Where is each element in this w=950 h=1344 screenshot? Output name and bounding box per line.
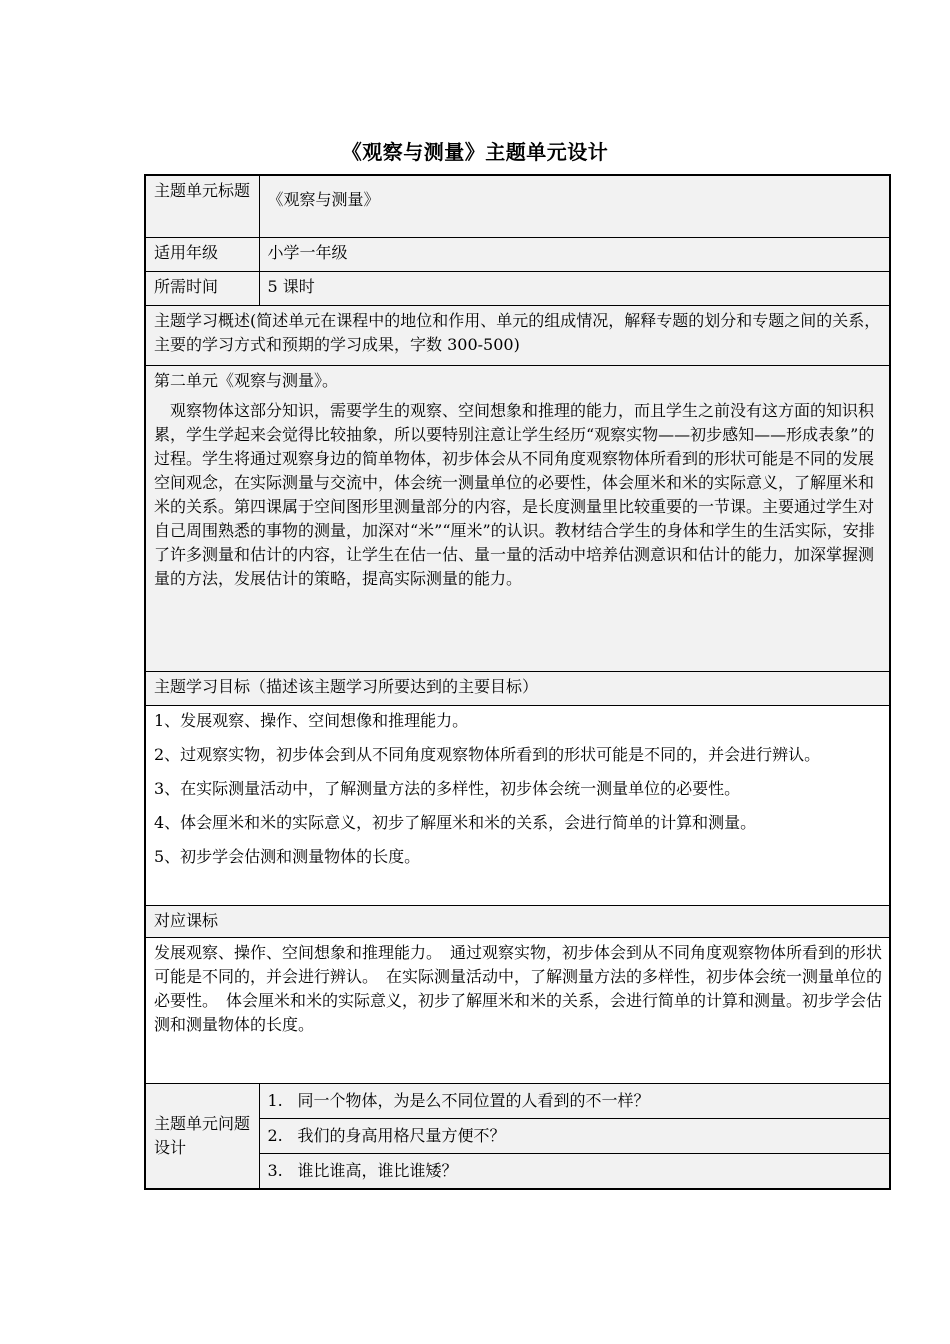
goal-item: 4、体会厘米和米的实际意义，初步了解厘米和米的关系，会进行简单的计算和测量。 (154, 812, 757, 832)
info-label: 所需时间 (145, 271, 259, 305)
standards-text: 发展观察、操作、空间想象和推理能力。 通过观察实物，初步体会到从不同角度观察物体所看到的形状可能是不同的，并会进行辨认。 在实际测量活动中，了解测量方法的多样性，初步体会统一测量单位的必要性。 体会厘米和米的实际意义，初步了解厘米和米的关系，会进行简单的计算和测量。初步学会估测和测量物体的长度。 (145, 937, 890, 1083)
question-text: 我们的身高用格尺量方便不？ (297, 1125, 506, 1145)
goals-header: 主题学习目标（描述该主题学习所要达到的主要目标） (145, 671, 890, 705)
goals-list (145, 705, 890, 905)
overview-body (145, 365, 890, 671)
question-item (260, 1154, 890, 1188)
info-label: 适用年级 (145, 237, 259, 271)
overview-header: 主题学习概述(简述单元在课程中的地位和作用、单元的组成情况，解释专题的划分和专题之间的关系，主要的学习方式和预期的学习成果，字数 300-500) (145, 305, 890, 365)
info-row-title (145, 175, 890, 237)
question-item (260, 1119, 890, 1154)
overview-paragraph: 观察物体这部分知识，需要学生的观察、空间想象和推理的能力，而且学生之前没有这方面的知识积累，学生学起来会觉得比较抽象，所以要特别注意让学生经历“观察实物——初步感知——形成表象”的过程。学生将通过观察身边的简单物体，初步体会从不同角度观察物体所看到的形状可能是不同的发展空间观念，在实际测量与交流中，体会统一测量单位的必要性，体会厘米和米的实际意义，了解厘米和米的关系。第四课属于空间图形里测量部分的内容，是长度测量里比较重要的一节课。主要通过学生对自己周围熟悉的事物的测量，加深对“米”“厘米”的认识。教材结合学生的身体和学生的生活实际，安排了许多测量和估计的内容，让学生在估一估、量一量的活动中培养估测意识和估计的能力，加深掌握测量的方法，发展估计的策略，提高实际测量的能力。 (154, 400, 875, 588)
info-label: 主题单元标题 (145, 175, 259, 237)
goals-body-row (145, 705, 890, 905)
question-text: 同一个物体，为是么不同位置的人看到的不一样？ (297, 1090, 650, 1110)
goal-item: 1、发展观察、操作、空间想像和推理能力。 (154, 710, 469, 730)
questions-list (259, 1083, 890, 1189)
questions-label: 主题单元问题设计 (145, 1083, 259, 1189)
overview-body-row (145, 365, 890, 671)
info-value: 小学一年级 (259, 237, 890, 271)
info-value: 5 课时 (259, 271, 890, 305)
overview-line: 第二单元《观察与测量》。 (154, 370, 339, 390)
question-text: 谁比谁高，谁比谁矮？ (297, 1160, 458, 1180)
standards-body-row (145, 937, 890, 1083)
questions-row (145, 1083, 890, 1189)
standards-header-row (145, 905, 890, 937)
goal-item: 5、初步学会估测和测量物体的长度。 (154, 846, 421, 866)
standards-header: 对应课标 (145, 905, 890, 937)
page-title: 《观察与测量》主题单元设计 (341, 140, 609, 164)
question-number: 3. (267, 1160, 283, 1180)
question-number: 1. (267, 1090, 283, 1110)
goal-item: 2、过观察实物，初步体会到从不同角度观察物体所看到的形状可能是不同的，并会进行辨认。 (154, 744, 821, 764)
info-value: 《观察与测量》 (259, 175, 890, 237)
info-row-time (145, 271, 890, 305)
goals-header-row (145, 671, 890, 705)
unit-design-table (144, 174, 891, 1190)
goal-item: 3、在实际测量活动中，了解测量方法的多样性，初步体会统一测量单位的必要性。 (154, 778, 741, 798)
info-row-grade (145, 237, 890, 271)
overview-header-row (145, 305, 890, 365)
question-item (260, 1084, 890, 1119)
question-number: 2. (267, 1125, 283, 1145)
